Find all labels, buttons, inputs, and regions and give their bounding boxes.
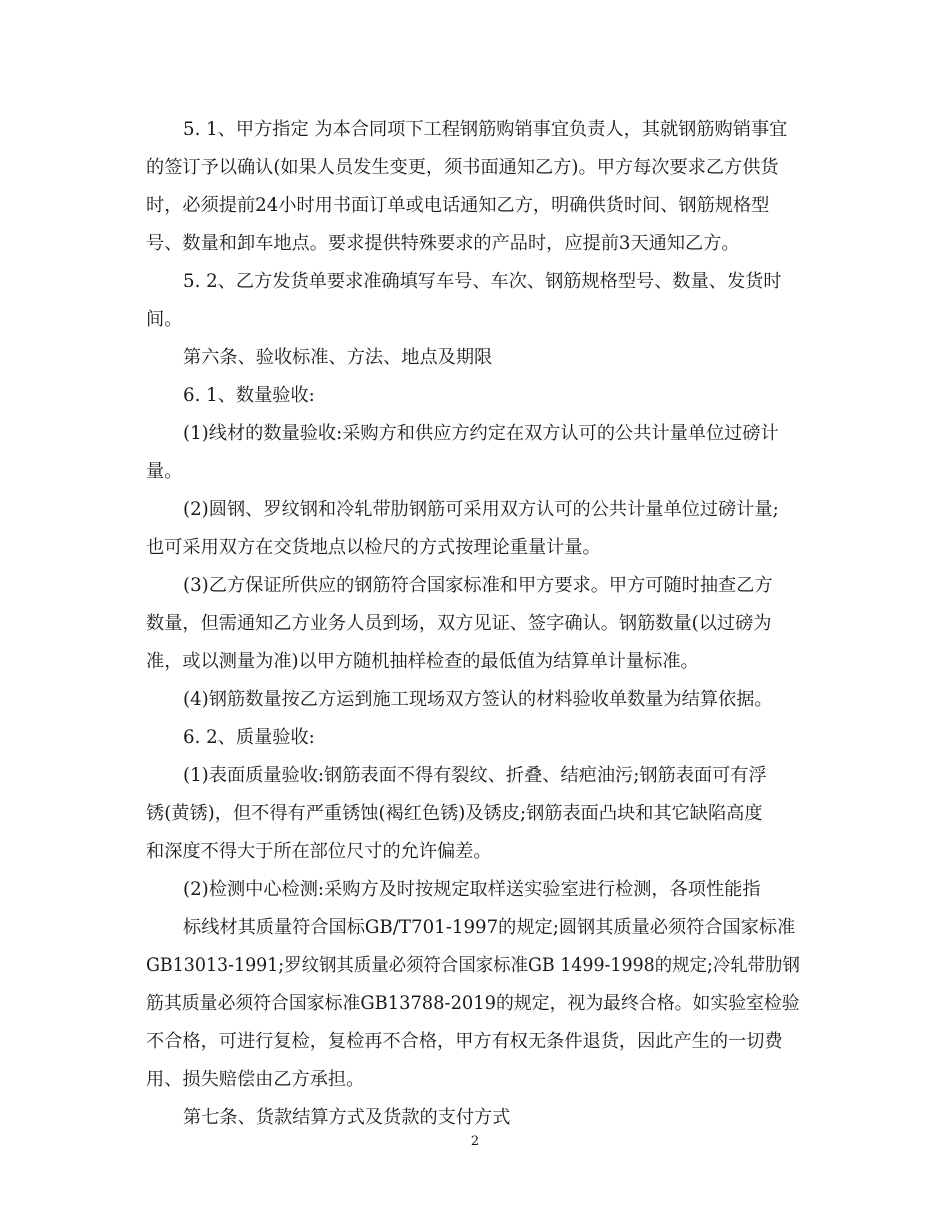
text-line: 和深度不得大于所在部位尺寸的允许偏差。 [146, 841, 492, 862]
text-line: 标线材其质量符合国标GB/T701-1997的规定;圆钢其质量必须符合国家标准 [183, 917, 796, 938]
text-line: (1)表面质量验收:钢筋表面不得有裂纹、折叠、结疤油污;钢筋表面可有浮 [183, 765, 767, 786]
text-line: (3)乙方保证所供应的钢筋符合国家标准和甲方要求。甲方可随时抽查乙方 [183, 575, 773, 596]
text-line: 5. 2、乙方发货单要求准确填写车号、车次、钢筋规格型号、数量、发货时 [183, 271, 782, 292]
text-line: (1)线材的数量验收:采购方和供应方约定在双方认可的公共计量单位过磅计 [183, 423, 779, 444]
text-line: (2)检测中心检测:采购方及时按规定取样送实验室进行检测，各项性能指 [183, 879, 761, 900]
text-line: (2)圆钢、罗纹钢和冷轧带肋钢筋可采用双方认可的公共计量单位过磅计量; [183, 499, 779, 520]
text-line: (4)钢筋数量按乙方运到施工现场双方签认的材料验收单数量为结算依据。 [183, 689, 773, 710]
page-number: 2 [470, 1134, 480, 1149]
text-line: 5. 1、甲方指定 为本合同项下工程钢筋购销事宜负责人，其就钢筋购销事宜 [183, 119, 788, 140]
text-line: 号、数量和卸车地点。要求提供特殊要求的产品时，应提前3天通知乙方。 [146, 233, 740, 254]
text-line: 时，必须提前24小时用书面订单或电话通知乙方，明确供货时间、钢筋规格型 [146, 195, 770, 216]
text-line: 第六条、验收标准、方法、地点及期限 [183, 347, 493, 368]
text-line: GB13013-1991;罗纹钢其质量必须符合国家标准GB 1499-1998的规定;冷轧带肋钢 [146, 955, 800, 976]
text-line: 用、损失赔偿由乙方承担。 [146, 1069, 365, 1090]
text-line: 第七条、货款结算方式及货款的支付方式 [183, 1107, 511, 1128]
text-line: 间。 [146, 309, 183, 330]
text-line: 的签订予以确认(如果人员发生变更，须书面通知乙方)。甲方每次要求乙方供货 [146, 157, 779, 178]
text-line: 6. 2、质量验收: [183, 727, 315, 748]
text-line: 数量，但需通知乙方业务人员到场，双方见证、签字确认。钢筋数量(以过磅为 [146, 613, 772, 634]
text-line: 锈(黄锈)，但不得有严重锈蚀(褐红色锈)及锈皮;钢筋表面凸块和其它缺陷高度 [146, 803, 763, 824]
text-line: 筋其质量必须符合国家标准GB13788-2019的规定，视为最终合格。如实验室检验 [146, 993, 800, 1014]
text-line: 不合格，可进行复检，复检再不合格，甲方有权无条件退货，因此产生的一切费 [146, 1031, 783, 1052]
text-line: 6. 1、数量验收: [183, 385, 315, 406]
text-line: 也可采用双方在交货地点以检尺的方式按理论重量计量。 [146, 537, 601, 558]
text-line: 准，或以测量为准)以甲方随机抽样检查的最低值为结算单计量标准。 [146, 651, 699, 672]
text-line: 量。 [146, 461, 183, 482]
